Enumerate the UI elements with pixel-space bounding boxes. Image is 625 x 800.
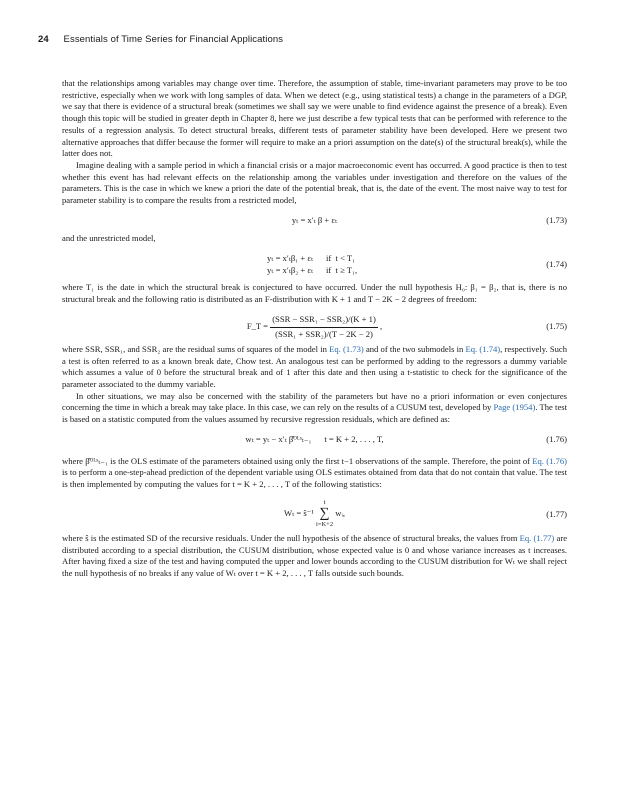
equation-1-77 xyxy=(62,499,567,533)
equation-number: (1.76) xyxy=(546,433,567,444)
running-header xyxy=(38,34,283,45)
equation-formula: yₜ = x′ₜ β + εₜ xyxy=(291,214,338,225)
equation-rhs: wᵢ, xyxy=(335,507,345,518)
paragraph-2: Imagine dealing with a sample period in which a financial crisis or a major macroeconomic event has occurred. A good practice is then to test whether this event has had relevant effects on the relationship among the variables under investigation and therefore on the values of the parameters. This is the case in which we knew a priori the date of the potential break, that is, the date of the event. The most naive way to test for parameter stability is to compare the results from a restricted model, xyxy=(62,159,567,206)
equation-link-1-73[interactable]: Eq. (1.73) xyxy=(329,343,364,354)
sum-upper-limit: t xyxy=(323,498,326,506)
equation-1-73 xyxy=(62,215,567,233)
text-run: where ŝ is the estimated SD of the recursive residuals. Under the null hypothesis of the absence of structural breaks, the values from xyxy=(62,532,520,543)
equation-number: (1.77) xyxy=(546,508,567,519)
equation-link-1-74[interactable]: Eq. (1.74) xyxy=(465,343,501,354)
paragraph-8 xyxy=(62,533,567,580)
fraction-denominator: (SSR₁ + SSR₂)/(T − 2K − 2) xyxy=(275,328,373,339)
text-run: , respectively. Such a test is often referred to as a known break date, Chow test. An analogous test can be performed by adding to the regressors a dummy variable which assumes a value of 0 before the structural break and of 1 after this date and then using a t-statistic to check for the significance of the parameter associated to the dummy variable. xyxy=(62,343,568,389)
equation-line-1: yₜ = x′ₜβ₁ + εₜ if t < T₁ xyxy=(267,253,356,264)
text-run: and of the two submodels in xyxy=(363,343,466,354)
text-run: are distributed according to a special distribution, the CUSUM distribution, whose expected value is 0 and whose variance increases as t increases. After having fixed a size of the test and having computed the upper and lower bounds according to the CUSUM distribution for Wₜ we shall reject the null hypothesis of no breaks if any value of Wₜ over t = K + 2, . . . , T falls outside such bounds. xyxy=(62,532,568,578)
page-body xyxy=(62,78,567,580)
running-title: Essentials of Time Series for Financial Applications xyxy=(63,34,284,45)
equation-number: (1.73) xyxy=(546,214,567,225)
equation-link-1-76[interactable]: Eq. (1.76) xyxy=(532,455,567,466)
fraction xyxy=(270,314,378,340)
paragraph-4: where T₁ is the date in which the structural break is conjectured to have occurred. Under the null hypothesis H₀: β₁ = β₂, that is, there is no structural break and the following ratio is distributed as an F-distribution with K + 1 and T − 2K − 2 degrees of freedom: xyxy=(62,282,567,305)
text-run: is to perform a one-step-ahead prediction of the dependent variable using OLS estimates obtained from data that do not contain that value. The test is then implemented by computing the values for t = K + 2, . . . , T of the following statistics: xyxy=(62,467,567,490)
text-run: In other situations, we may also be concerned with the stability of the parameters but have no a priori information or even conjectures concerning the time in which a break may take place. In this case, we can rely on the results of a CUSUM test, developed by xyxy=(62,390,567,413)
equation-number: (1.75) xyxy=(546,320,567,331)
equation-line-2: yₜ = x′ₜβ₂ + εₜ if t ≥ T₁, xyxy=(267,265,358,276)
paragraph-5 xyxy=(62,344,567,391)
equation-1-76 xyxy=(62,434,567,456)
paragraph-6 xyxy=(62,391,567,426)
equation-formula: wₜ = yₜ − x′ₜ β̂ᴼᴸˢₜ₋₁ t = K + 2, . . . , T, xyxy=(245,433,384,444)
equation-link-1-77[interactable]: Eq. (1.77) xyxy=(519,532,555,543)
fraction-numerator: (SSR − SSR₁ − SSR₂)/(K + 1) xyxy=(270,314,378,328)
equation-tail: , xyxy=(379,321,383,332)
text-run: where SSR, SSR₁, and SSR₂ are the residual sums of squares of the model in xyxy=(62,343,330,354)
text-run: . The test is based on a statistic computed from the values assumed by recursive regression residuals, which are defined as: xyxy=(62,402,567,425)
paragraph-7 xyxy=(62,456,567,491)
citation-link-page-1954[interactable]: Page (1954) xyxy=(493,402,536,413)
summation xyxy=(316,499,333,529)
equation-1-75 xyxy=(62,314,567,344)
sum-lower-limit: i=K+2 xyxy=(315,520,334,528)
equation-1-74 xyxy=(62,252,567,282)
paragraph-3: and the unrestricted model, xyxy=(62,232,156,243)
equation-number: (1.74) xyxy=(546,259,567,270)
text-run: where β̂ᴼᴸˢₜ₋₁ is the OLS estimate of the parameters obtained using only the first t−1 observations of the sample. Therefore, the point of xyxy=(62,455,533,466)
sigma-icon: ∑ xyxy=(319,505,330,521)
equation-lhs: F_T = xyxy=(246,321,269,332)
equation-lhs: Wₜ = ŝ⁻¹ xyxy=(283,507,314,518)
paragraph-1: that the relationships among variables may change over time. Therefore, the assumption of stable, time-invariant parameters may prove to be too restrictive, especially when we work with long samples of data. When we detect (e.g., using statistical tests) a change in the parameters of a DGP, we say that there is evidence of a structural break (sometimes we shall say we were unable to find evidence against the presence of a break). Even though this topic will be studied in greater depth in Chapter 8, here we just describe a few typical tests that can be performed with reference to the results of a regression analysis. To detect structural breaks, different tests of parameter stability have been developed. Here we present two alternative approaches that differ because the former will require to make an a priori assumption on the date(s) of the structural break(s), while the latter does not. xyxy=(62,78,567,159)
page-number: 24 xyxy=(38,34,49,45)
